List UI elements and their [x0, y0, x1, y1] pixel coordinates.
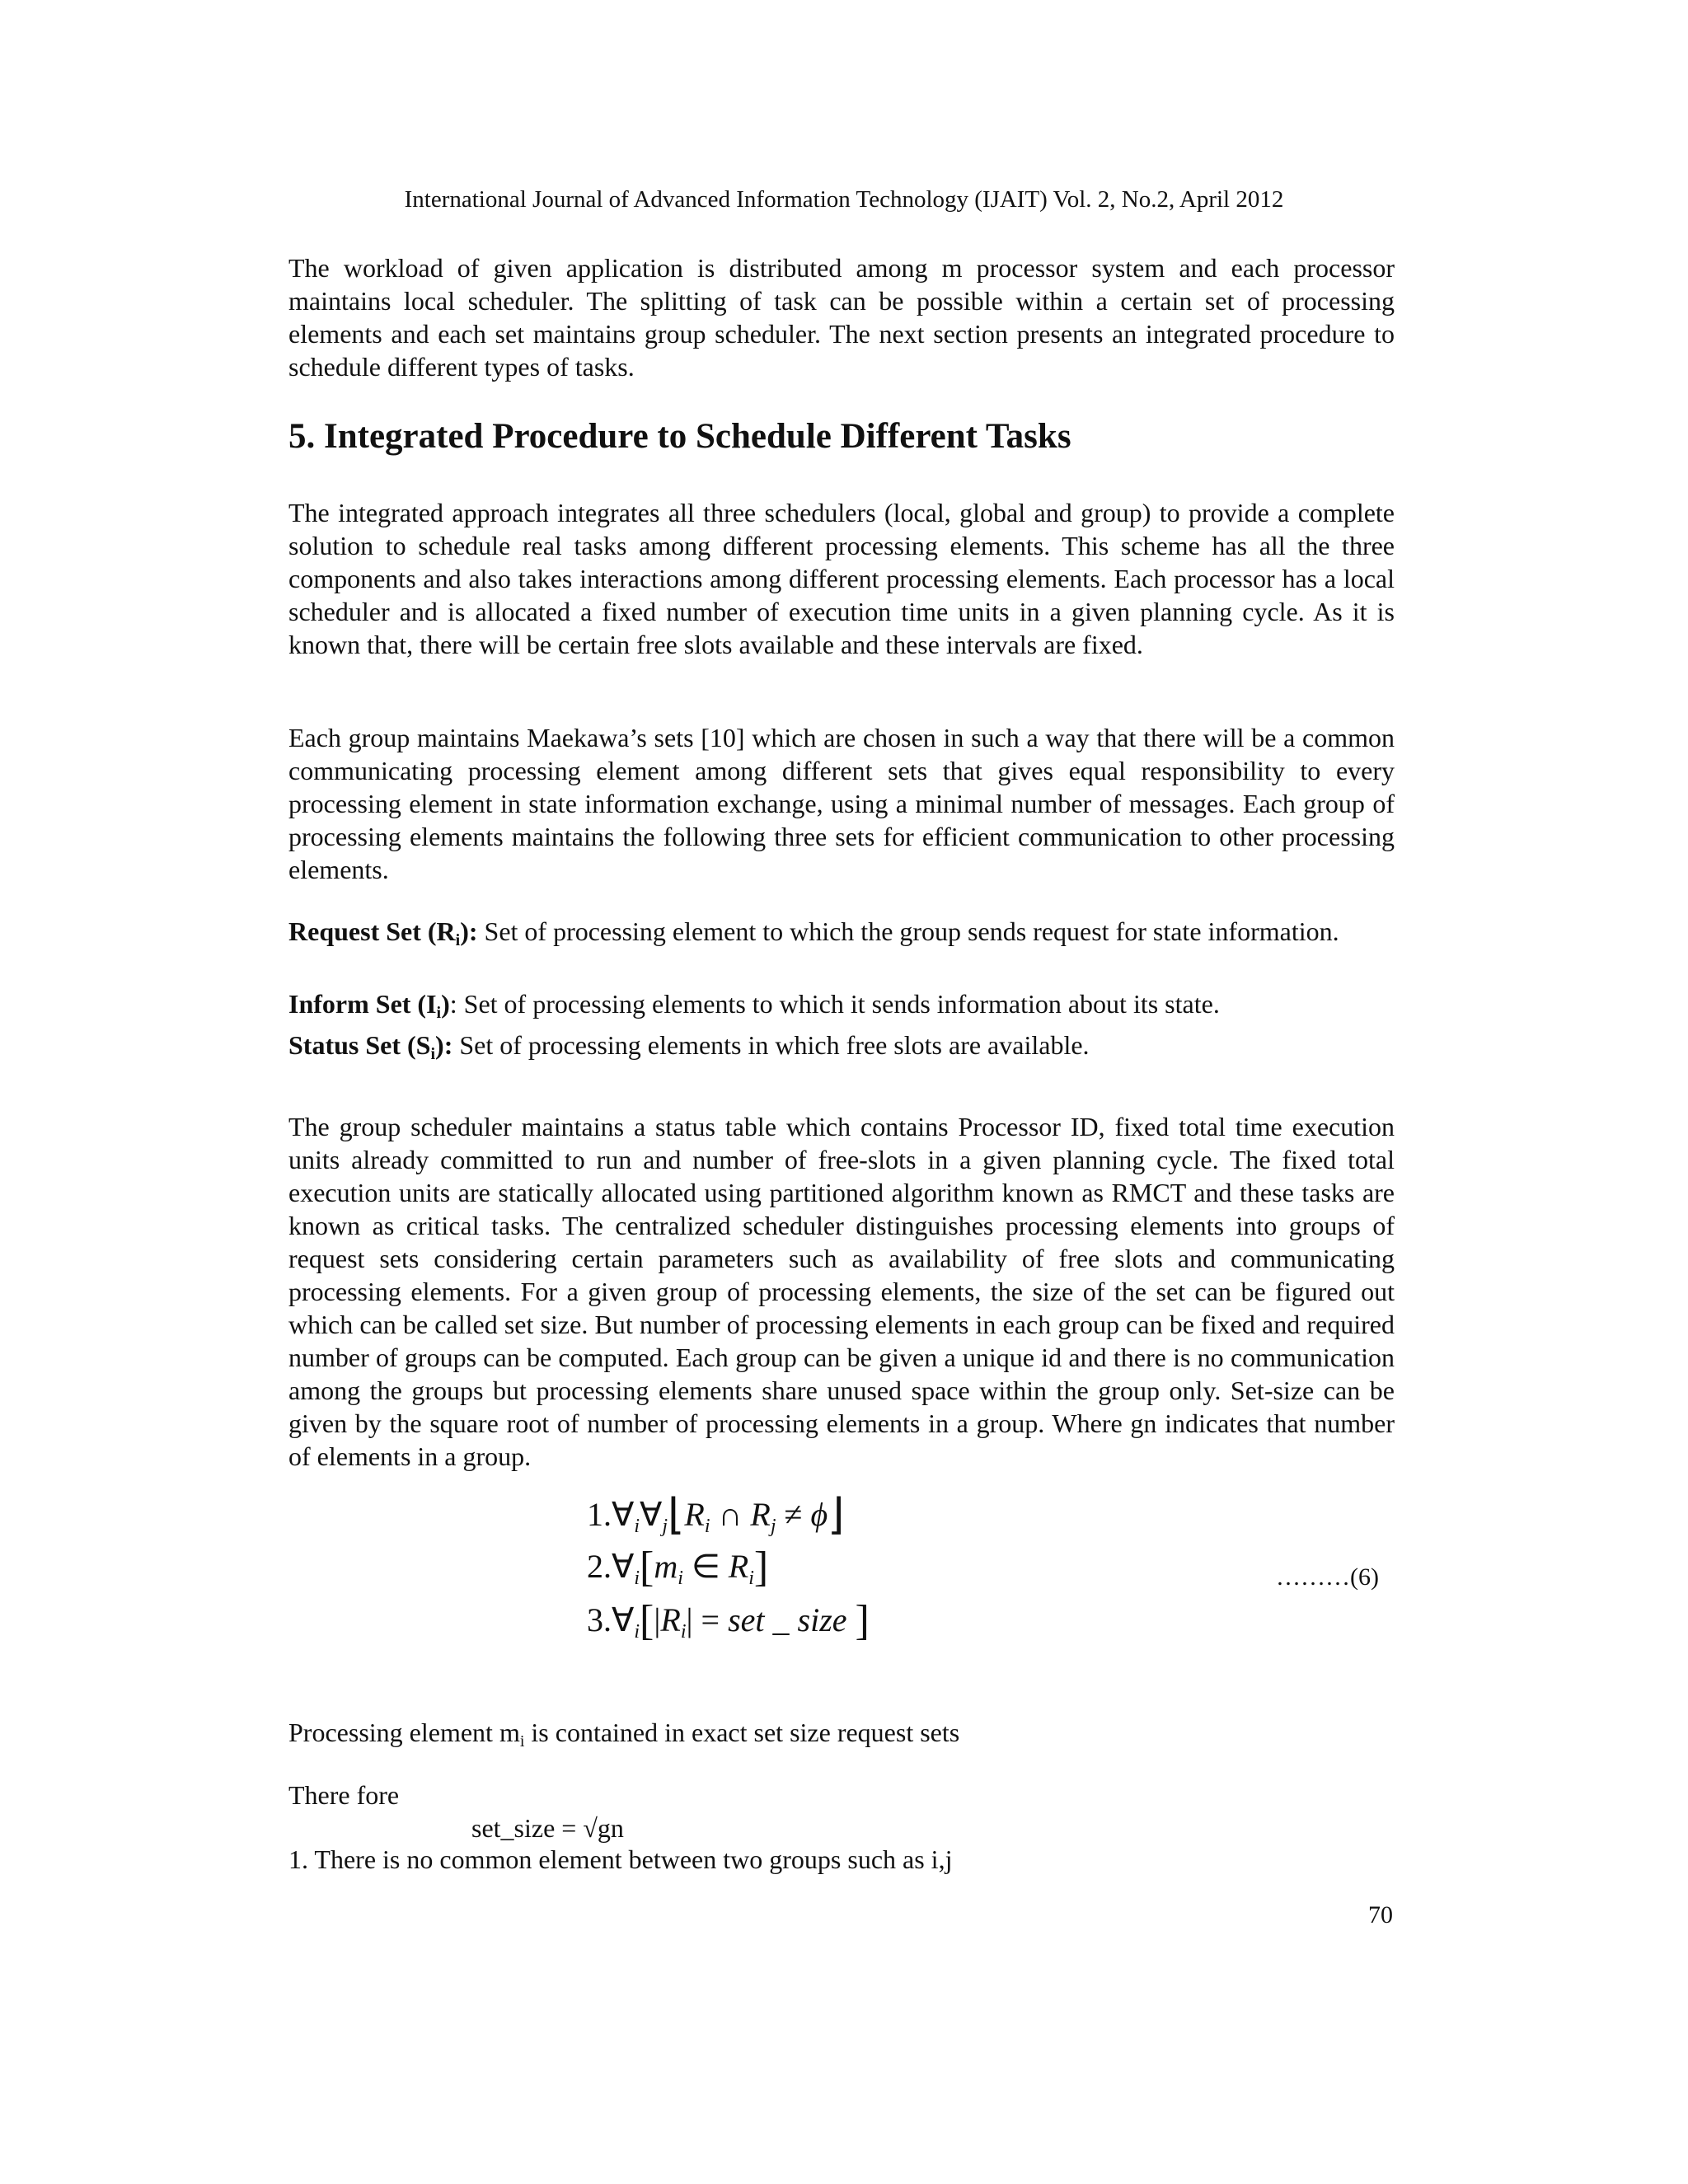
paragraph-integrated-approach: The integrated approach integrates all three schedulers (local, global and group) to provide a complete solution to schedule real tasks among different processing elements. This scheme has all the three components and also takes interactions among different processing elements. Each processor has a local scheduler and is allocated a fixed number of execution time units in a given planning cycle. As it is known that, there will be certain free slots available and these intervals are fixed. [288, 498, 1395, 659]
line-no-common-element: 1. There is no common element between two groups such as i,j [288, 1844, 953, 1874]
equation-line-1: $1.\forall_i\forall_j⌊R_i$ ∩ $R_j$ ≠ ϕ⌋ [587, 1492, 845, 1539]
line-processing-element: Processing element $m_i$ is contained in exact set size request sets [288, 1718, 960, 1750]
equation-line-2: $2.\forall_i[m_i$ ∈ $R_i$] [587, 1544, 769, 1591]
equation-line-3: $3.\forall_i[|R_i|$ = set _ size ] [587, 1597, 870, 1644]
paragraph-group-scheduler: The group scheduler maintains a status table which contains Processor ID, fixed total time execution units already committed to run and number of free-slots in a given planning cycle. The fixed total execution units are statically allocated using partitioned algorithm known as RMCT and these tasks are known as critical tasks. The centralized scheduler distinguishes processing elements into groups of request sets considering certain parameters such as availability of free slots and communicating processing elements. For a given group of processing elements, the size of the set can be figured out which can be called set size. But number of processing elements in each group can be fixed and required number of groups can be computed. Each group can be given a unique id and there is no communication among the groups but processing elements share unused space within the group only. Set-size can be given by the square root of number of processing elements in a group. Where gn indicates that number of elements in a group. [288, 1112, 1395, 1471]
line-set-size-formula: set_size = √gn [471, 1813, 624, 1843]
intro-paragraph: The workload of given application is distributed among m processor system and each processor maintains local scheduler. The splitting of task can be possible within a certain set of processing elements and each set maintains group scheduler. The next section presents an integrated procedure to schedule different types of tasks. [288, 253, 1395, 382]
definition-inform-set: Inform Set $(I_i)$: Set of processing elements to which it sends information about its state. [288, 989, 1220, 1022]
definition-status-set: Status Set $(S_i)$: Set of processing elements in which free slots are available. [288, 1030, 1090, 1063]
equation-number: ………(6) [1276, 1563, 1379, 1591]
definition-request-set: Request Set $(R_i)$: Set of processing element to which the group sends request for state information. [288, 916, 1339, 949]
running-header: International Journal of Advanced Information Technology (IJAIT) Vol. 2, No.2, April 2012 [404, 186, 1284, 213]
paragraph-maekawa-sets: Each group maintains Maekawa’s sets [10] which are chosen in such a way that there will be a common communicating processing element among different sets that gives equal responsibility to every processing element in state information exchange, using a minimal number of messages. Each group of processing elements maintains the following three sets for efficient communication to other processing elements. [288, 723, 1395, 884]
line-therefore: There fore [288, 1780, 400, 1810]
page-number: 70 [1368, 1901, 1393, 1929]
section-heading: 5. Integrated Procedure to Schedule Different Tasks [288, 417, 1071, 456]
